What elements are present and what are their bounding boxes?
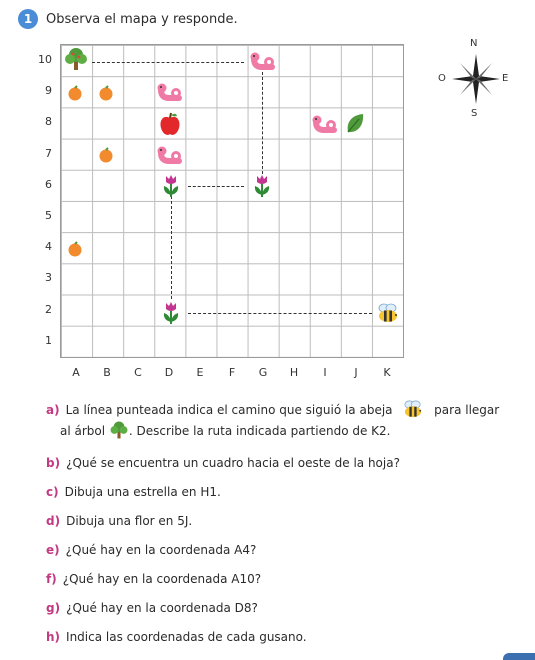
tree-icon [64, 46, 88, 72]
question-label: h) [46, 630, 61, 644]
route-line [92, 62, 244, 63]
x-label: A [72, 366, 80, 379]
y-label: 10 [38, 53, 52, 66]
activity-instruction: Observa el mapa y responde. [46, 11, 238, 27]
leaf-icon [344, 112, 366, 136]
y-label: 9 [45, 84, 52, 97]
question-label: a) [46, 403, 60, 417]
tulip-icon [161, 173, 181, 199]
y-label: 2 [45, 303, 52, 316]
question-d [46, 511, 192, 531]
question-text: ¿Qué hay en la coordenada A4? [65, 543, 257, 557]
question-text: ¿Qué hay en la coordenada D8? [66, 601, 258, 615]
compass-rose [432, 38, 522, 124]
question-label: g) [46, 601, 61, 615]
question-g [46, 598, 258, 618]
worm-icon [250, 51, 278, 71]
question-label: b) [46, 456, 61, 470]
orange-icon [98, 85, 114, 101]
y-label: 8 [45, 115, 52, 128]
route-line [262, 72, 263, 174]
tree-icon [109, 420, 129, 440]
x-label: G [258, 366, 268, 379]
question-label: c) [46, 485, 59, 499]
orange-icon [67, 85, 83, 101]
bee-icon [400, 400, 426, 418]
y-label: 1 [45, 334, 52, 347]
question-text: Indica las coordenadas de cada gusano. [66, 630, 307, 644]
question-a [46, 400, 499, 441]
y-label: 7 [45, 147, 52, 160]
question-text: La línea punteada indica el camino que siguió la abeja [65, 403, 393, 417]
x-label: H [289, 366, 299, 379]
orange-icon [98, 147, 114, 163]
route-line [171, 196, 172, 299]
tulip-icon [161, 300, 181, 326]
question-label: f) [46, 572, 57, 586]
y-label: 6 [45, 178, 52, 191]
compass-south: S [471, 108, 478, 119]
y-label: 5 [45, 209, 52, 222]
x-label: D [164, 366, 174, 379]
compass-north: N [470, 38, 478, 49]
tulip-icon [252, 173, 272, 199]
question-b [46, 453, 400, 473]
x-label: E [196, 366, 204, 379]
x-label: F [228, 366, 236, 379]
activity-header [18, 9, 238, 29]
question-h [46, 627, 307, 647]
question-label: d) [46, 514, 61, 528]
x-label: B [103, 366, 111, 379]
worm-icon [157, 145, 185, 165]
question-text: Dibuja una estrella en H1. [64, 485, 221, 499]
bee-icon [376, 303, 400, 323]
worm-icon [312, 114, 340, 134]
question-text: . Describe la ruta indicada partiendo de K2. [128, 424, 391, 438]
question-text: para llegar [434, 403, 500, 417]
compass-star-icon [450, 52, 502, 106]
activity-number: 1 [18, 9, 38, 29]
worm-icon [157, 82, 185, 102]
apple-icon [158, 111, 182, 137]
orange-icon [67, 241, 83, 257]
page-number-tab [503, 653, 535, 660]
question-f [46, 569, 261, 589]
y-label: 4 [45, 240, 52, 253]
x-label: K [383, 366, 391, 379]
question-text: ¿Qué se encuentra un cuadro hacia el oeste de la hoja? [66, 456, 400, 470]
x-label: C [134, 366, 142, 379]
question-c [46, 482, 221, 502]
compass-east: E [502, 73, 509, 84]
y-label: 3 [45, 271, 52, 284]
question-text: ¿Qué hay en la coordenada A10? [62, 572, 262, 586]
question-text: al árbol [60, 424, 106, 438]
compass-west: O [438, 73, 446, 84]
route-line [188, 313, 372, 314]
question-text: Dibuja una flor en 5J. [66, 514, 193, 528]
x-label: J [354, 366, 358, 379]
x-label: I [323, 366, 327, 379]
question-e [46, 540, 256, 560]
question-label: e) [46, 543, 60, 557]
route-line [188, 186, 244, 187]
